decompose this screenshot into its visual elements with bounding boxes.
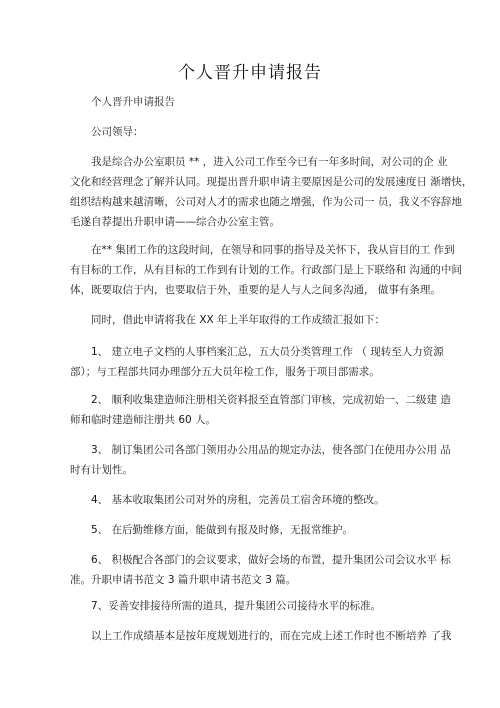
- text-line: 7、妥善安排接待所需的道具，提升集团公司接待水平的标准。: [91, 600, 382, 612]
- text-line: 2、 顺利收集建造师注册相关资料报至直管部门审核，完成初始一、二级建 造: [91, 394, 451, 406]
- text-line: 在** 集团工作的这段时间，在领导和同事的指导及关怀下，我从盲目的工 作到: [91, 244, 455, 256]
- text-line: 文化和经营理念了解并认同。现提出晋升职申请主要原因是公司的发展速度日 渐增快，: [70, 176, 473, 188]
- text-line: 4、 基本收取集团公司对外的房租，完善员工宿舍环境的整改。: [91, 494, 385, 506]
- text-line: 6、 积极配合各部门的会议要求，做好会场的布置，提升集团公司会议水平 标: [91, 554, 451, 566]
- paragraph-3: [70, 310, 428, 330]
- text-line: 以上工作成绩基本是按年度规划进行的，而在完成上述工作时也不断培养 了我: [91, 630, 452, 642]
- text-line: 时有计划性。: [70, 464, 133, 476]
- list-item-7: [70, 596, 428, 616]
- text-line: 5、 在后勤维修方面，能做到有报及时修，无报常维护。: [91, 524, 354, 536]
- text-line: 部）；与工程部共同办理部分五大员年检工作，服务于项目部需求。: [70, 366, 380, 378]
- closing-paragraph: [70, 626, 452, 646]
- text-line: 有目标的工作，从有目标的工作到有计划的工作。行政部门是上下联络和 沟通的中间: [70, 264, 462, 276]
- text-line: 准。升职申请书范文 3 篇升职申请书范文 3 篇。: [70, 574, 297, 586]
- text-line: 同时，借此申请将我在 XX 年上半年取得的工作成绩汇报如下：: [91, 314, 386, 326]
- text-line: 组织结构越来越清晰，公司对人才的需求也随之增强，作为公司一 员，我义不容辞地: [70, 196, 462, 208]
- list-item-5: [70, 520, 428, 540]
- text-line: 师和临时建造师注册共 60 人。: [70, 414, 217, 426]
- list-item-4: [70, 490, 428, 510]
- paragraph-2: [70, 240, 462, 300]
- list-item-1: [70, 342, 444, 382]
- text-line: 毛遂自荐提出升职申请——综合办公室主管。: [70, 216, 280, 228]
- list-item-6: [70, 550, 451, 590]
- document-title: 个人晋升申请报告: [178, 63, 322, 83]
- subtitle-text: 个人晋升申请报告: [91, 96, 175, 108]
- text-line: 我是综合办公室职员 ** ，进入公司工作至今已有一年多时间，对公司的企 业: [91, 156, 448, 168]
- list-item-2: [70, 390, 451, 430]
- document-subtitle: [70, 92, 428, 112]
- salutation-text: 公司领导：: [91, 126, 144, 138]
- text-line: 体，既要取信于内，也要取信于外，重要的是人与人之间多沟通， 做事有条理。: [70, 284, 441, 296]
- text-line: 1、 建立电子文档的人事档案汇总，五大员分类管理工作 （ 现转至人力资源: [91, 346, 444, 358]
- paragraph-1: [70, 152, 473, 232]
- salutation: [70, 122, 428, 142]
- text-line: 3、 制订集团公司各部门领用办公用品的规定办法，使各部门在使用办公用 品: [91, 444, 451, 456]
- list-item-3: [70, 440, 451, 480]
